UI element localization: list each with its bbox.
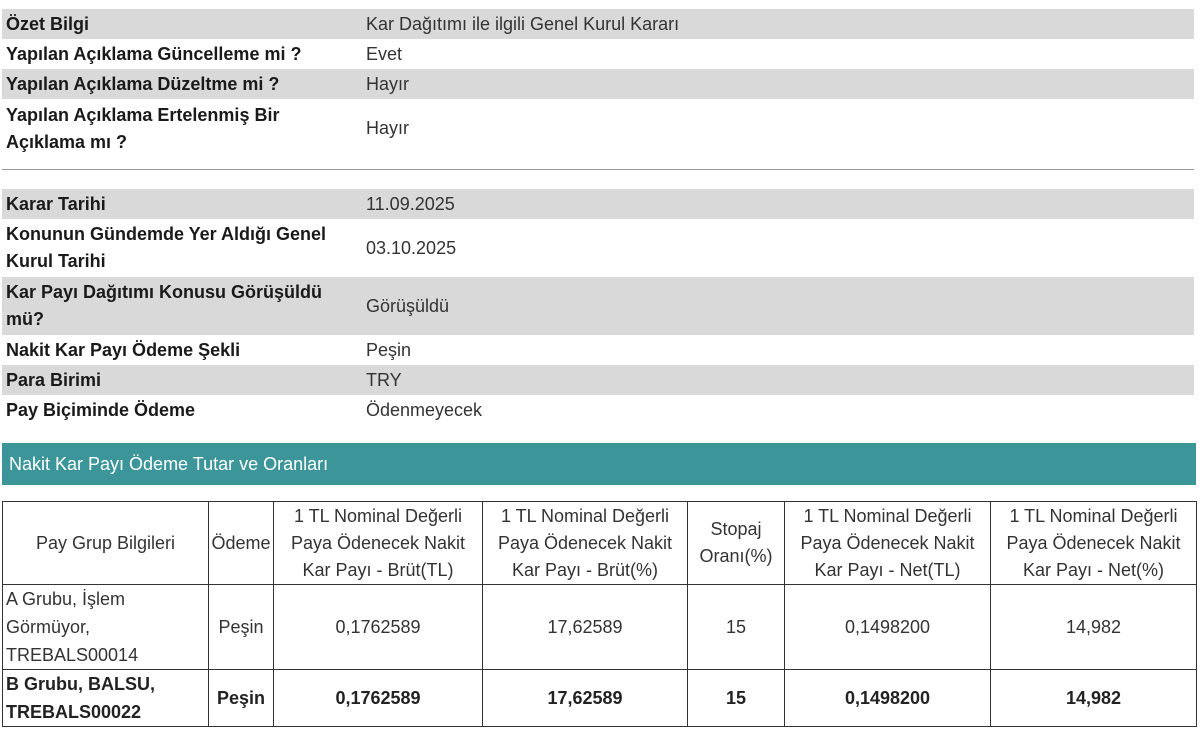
table-cell: 17,62589	[483, 585, 688, 670]
table-cell: 14,982	[991, 585, 1197, 670]
table-cell: Peşin	[209, 670, 274, 727]
details-row	[2, 395, 1194, 425]
column-header: 1 TL Nominal Değerli Paya Ödenecek Nakit Kar Payı - Brüt(TL)	[274, 502, 483, 585]
details-label: Para Birimi	[2, 365, 361, 395]
table-cell: 15	[688, 670, 785, 727]
section-divider	[2, 169, 1194, 170]
summary-label: Yapılan Açıklama Ertelenmiş Bir Açıklama mı ?	[6, 104, 280, 152]
column-header: 1 TL Nominal Değerli Paya Ödenecek Nakit Kar Payı - Brüt(%)	[483, 502, 688, 585]
summary-value: Hayır	[361, 69, 1194, 99]
details-label: Nakit Kar Payı Ödeme Şekli	[6, 339, 241, 360]
table-cell: 17,62589	[483, 670, 688, 727]
summary-row	[2, 69, 1194, 99]
details-value: 03.10.2025	[366, 237, 457, 258]
summary-row	[2, 39, 1194, 69]
column-header: 1 TL Nominal Değerli Paya Ödenecek Nakit Kar Payı - Net(TL)	[785, 502, 991, 585]
table-cell: 0,1498200	[785, 670, 991, 727]
details-value: Görüşüldü	[361, 277, 1194, 335]
summary-label: Özet Bilgi	[2, 9, 361, 39]
details-row	[2, 335, 1194, 365]
details-row	[2, 189, 1194, 219]
table-cell: 0,1762589	[274, 670, 483, 727]
details-label: Karar Tarihi	[2, 189, 361, 219]
summary-label: Yapılan Açıklama Düzeltme mi ?	[2, 69, 361, 99]
summary-row	[2, 99, 1194, 158]
details-row	[2, 219, 1194, 277]
column-header: 1 TL Nominal Değerli Paya Ödenecek Nakit Kar Payı - Net(%)	[991, 502, 1197, 585]
summary-value: Kar Dağıtımı ile ilgili Genel Kurul Kararı	[361, 9, 1194, 39]
payment-table	[2, 501, 1197, 727]
table-cell: B Grubu, BALSU, TREBALS00022	[3, 670, 209, 727]
summary-label: Yapılan Açıklama Güncelleme mi ?	[6, 43, 302, 64]
table-row	[3, 585, 1197, 670]
column-header: Ödeme	[209, 502, 274, 585]
table-cell: A Grubu, İşlem Görmüyor, TREBALS00014	[3, 585, 209, 670]
details-table	[2, 189, 1194, 425]
details-value: TRY	[361, 365, 1194, 395]
table-header-row	[3, 502, 1197, 585]
summary-value: Evet	[366, 43, 403, 64]
table-cell: 15	[688, 585, 785, 670]
column-header: Stopaj Oranı(%)	[688, 502, 785, 585]
summary-value: Hayır	[366, 118, 410, 138]
details-label: Pay Biçiminde Ödeme	[6, 399, 196, 420]
details-row	[2, 277, 1194, 335]
details-row	[2, 365, 1194, 395]
table-cell: 0,1762589	[274, 585, 483, 670]
details-value: Peşin	[366, 339, 412, 360]
details-value: 11.09.2025	[361, 189, 1194, 219]
summary-table	[2, 9, 1194, 158]
table-cell: 14,982	[991, 670, 1197, 727]
details-label: Konunun Gündemde Yer Aldığı Genel Kurul Tarihi	[6, 224, 327, 271]
table-cell: Peşin	[209, 585, 274, 670]
summary-row	[2, 9, 1194, 39]
table-cell: 0,1498200	[785, 585, 991, 670]
column-header: Pay Grup Bilgileri	[3, 502, 209, 585]
table-row	[3, 670, 1197, 727]
details-label: Kar Payı Dağıtımı Konusu Görüşüldü mü?	[2, 277, 361, 335]
details-value: Ödenmeyecek	[366, 399, 483, 420]
section-header: Nakit Kar Payı Ödeme Tutar ve Oranları	[2, 443, 1196, 485]
